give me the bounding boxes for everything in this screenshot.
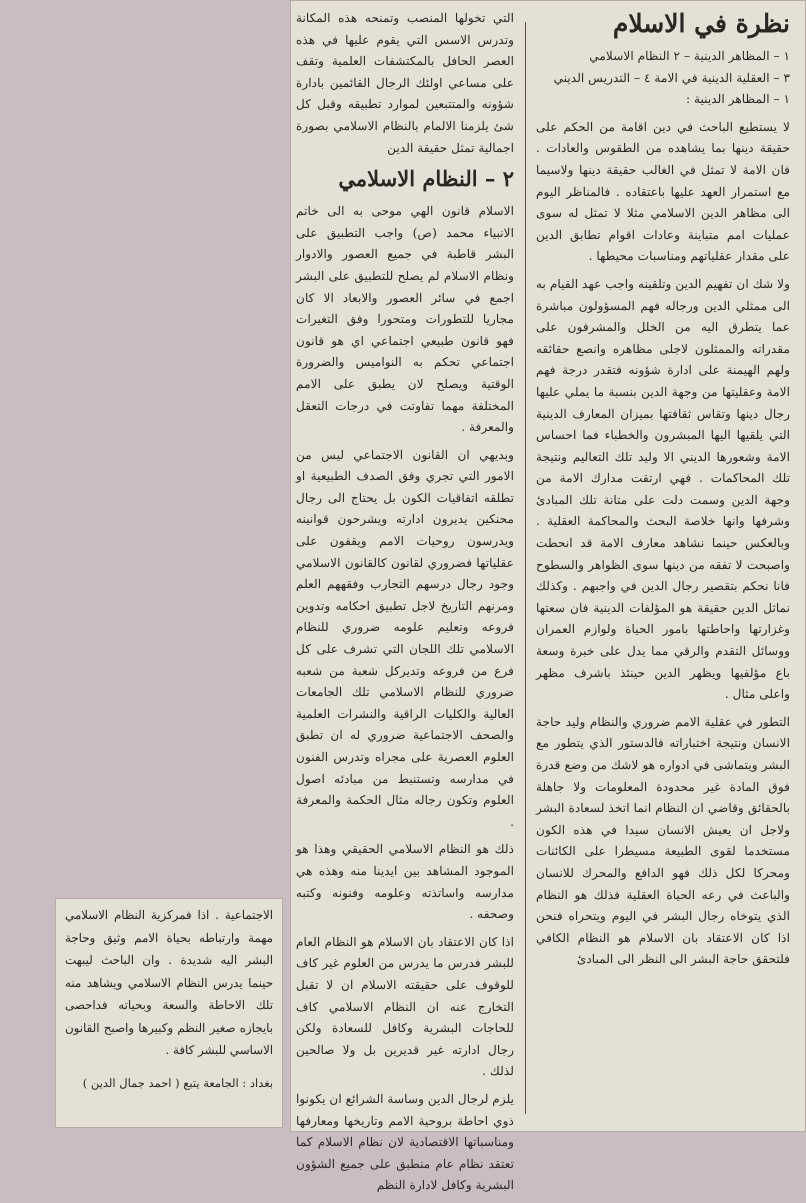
toc-line: ٣ – العقلية الدينية في الامة ٤ – التدريس الديني bbox=[553, 70, 790, 85]
article-left-column bbox=[296, 8, 514, 1203]
section-heading-2: ٢ – النظام الاسلامي bbox=[338, 166, 514, 192]
paragraph: التي تخولها المنصب وتمنحه هذه المكانة وتدرس الاسس التي يقوم عليها في هذه العصر الحافل بالمكتشفات العلمية وتقف على مساعي اولئك الرجال القائمين بادارة شؤونه والمتتبعين لموارد تطبيقه وقبل كل شئ يلزمنا الالمام بالنظام الاسلامي بصورة اجمالية تمثل حقيقة الدين bbox=[296, 11, 514, 155]
paragraph: اذا كان الاعتقاد بان الاسلام هو النظام العام للبشر فدرس ما يدرس من العلوم غير كاف للوقوف على حقيقته الاسلام ان لا تقبل التخارج عنه ان النظام الاسلامي كاف للحاجات البشرية وكافل للسعادة ولكن رجال ادارته غير قديرين بل ولا صالحين لذلك . bbox=[296, 934, 514, 1079]
paragraph: التطور في عقلية الامم ضروري والنظام وليد حاجة الانسان ونتيجة اختباراته فالدستور الذي يتطور مع البشر ويتماشى في ادواره هو لاشك من وضع قدرة فوق المادة غير محدودة المعلومات ولا جاهلة بالحقائق وقاضي ان النظام انما اتخذ لسعادة البشر ولاجل ان يعيش الانسان سيدا في هذه الكون مستخدما لقوى الطبيعة مسيطرا على الكائنات ومحركا لكل ذلك فهو الدافع والمحرك للانسان والباعث في رعه الحياة العقلية فذلك هو النظام الذي يتوخاه رجال البشر في اليوم ويتحراه فنحن اذا كان الاعتقاد بان الاسلام هو النظام الكافي فلتحقق حاجة البشر الى النظر الى المبادئ bbox=[536, 714, 790, 967]
toc-line: ١ – المظاهر الدينية – ٢ النظام الاسلامي bbox=[589, 49, 790, 63]
paragraph: وبديهي ان القانون الاجتماعي ليس من الامور التي تجري وفق الصدف الطبيعية او تطلقه اتفاقيات الكون بل يحتاج الى رجال محنكين يديرون ادارته ويشرحون قوانينه ويدرسون روحيات الامم ويقفون على عقلياتها فضروري لقانون كالقانون الاسلامي وجود رجال درسهم التجارب وفقههم العلم ومرنهم التاريخ لاجل تطبيق احكامه وتدوين فروعه وتعليم علومه ضروري للنظام الاسلامي تلك اللجان التي تشرف على كل فرع من فروعه وتديركل شعبة من شعبه ضروري للنظام الاسلامي تلك الجامعات العالية والكليات الراقية والنشرات العلمية والصحف الاجتماعية ضروري له ان تطبق العلوم العصرية على مجراه وتدرس الفنون في مدارسه وتستنبط من مبادئه اصول العلوم وتكون رجاله مثال الحكمة والمعرفة . bbox=[296, 447, 514, 829]
section-heading-1: ١ – المظاهر الدينية : bbox=[685, 92, 790, 107]
newspaper-clipping-main bbox=[290, 0, 806, 1193]
newspaper-clipping-continuation bbox=[55, 898, 283, 1128]
paragraph: ذلك هو النظام الاسلامي الحقيقي وهذا هو الموجود المشاهد بين ايدينا منه وهذه هي مدارسه واساتذته وعلومه وفنونه وكتبه وصحفه . bbox=[296, 842, 514, 922]
paragraph: لا يستطيع الباحث في دين اقامة من الحكم على حقيقة دينها بما يشاهده من الطقوس والعادات . فان الامة لا تمثل في الغالب حقيقة دينها ولاسيما مع استمرار العهد عليها باعتقاده . فالمناظر اليوم الى مظاهر الدين الاسلامي مثلا لا تمثل له سوى عمليات امم متباينة وعادات اقوام تطابق الدين على مقدار عقلياتهم ومناسبات محيطها . bbox=[536, 119, 790, 264]
paragraph: الاجتماعية . اذا فمركزية النظام الاسلامي مهمة وارتباطه بحياة الامم وثيق وحاجة البشر اليه شديدة . وان الباحث ليبهت حينما يدرس النظام الاسلامي ويشاهد منه تلك الاحاطة والسعة وبحياته فداحصى بايجازه صغير النظم وكبيرها واصبح القانون الاساسي للبشر كافة . bbox=[65, 908, 273, 1057]
paragraph: يلزم لرجال الدين وساسة الشرائع ان يكونوا ذوي احاطة بروحية الامم وتاريخها ومعارفها ومناسباتها الاقتصادية لان نظام الاسلام كما تعتقد نظام عام منطبق على جميع الشؤون البشرية وكافل لادارة النظم bbox=[296, 1091, 514, 1193]
article-title: نظرة في الاسلام bbox=[612, 9, 790, 38]
column-divider bbox=[525, 22, 526, 1114]
article-right-column bbox=[536, 8, 790, 977]
paragraph: ولا شك ان تفهيم الدين وتلقينه واجب عهد القيام به الى ممثلي الدين ورجاله فهم المسؤولون مباشرة عما يتطرق اليه من الخلل والمشرفون على مقدراته والممثلون لاجلى مظاهره وانصع حقائقه ولهم الهيمنة على ادارة شؤونه فتقدر درجة فهم الامة وعقليتها من وجهة الدين بنسبة ما يملي عليها رجال دينها وتقاس ثقافتها بميزان المعارف الدينية التي يلقيها اليها المبشرون والخطباء فما احساس الامة وشعورها الديني الا وليد تلك التعاليم ونتيجة تلك المحاكمات . فهي ارتقت مدارك الامة من وجهة الدين وسمت دلت على متانة تلك المبادئ وشرفها وانها خلاصة البحث والمحاكمة العقلية . وبالعكس حينما نشاهد معارف الامة قد انحطت واصبحت لا تفقه من دينها سوى الظواهر والسطوح فانا نحكم بتقصير رجال الدين في واجبهم . وكذلك نماثل الدين حقيقة هو المؤلفات الدينية فان سعتها وغزارتها واحاطتها بامور الحياة ولوازم العمران ووسائل التقدم والرقي مما يدل على خبرة وسعة باع مؤلفيها ويظهر الدين حينئذ باشرف مظهر واعلى مثال . bbox=[536, 276, 790, 702]
article-signature: بغداد : الجامعة يتبع ( احمد جمال الدين ) bbox=[82, 1075, 273, 1090]
continuation-column bbox=[65, 904, 273, 1094]
paragraph: الاسلام قانون الهي موحى به الى خاتم الانبياء محمد (ص) واجب التطبيق على البشر قاطبة في جميع العصور والادوار ونظام الاسلام لم يصلح للتطبيق على البشر اجمع في سائر العصور والابعاد الا كان مجاريا للتطورات ومتحورا وفق التغيرات فهو قانون طبيعي اجتماعي اي هو قانون اجتماعي تحكم به النواميس والضرورة الوقتية ويصلح لان يطبق على الامم المختلفة مهما تفاوتت في درجات التعقل والمعرفة . bbox=[296, 204, 514, 435]
article-toc bbox=[536, 46, 790, 111]
